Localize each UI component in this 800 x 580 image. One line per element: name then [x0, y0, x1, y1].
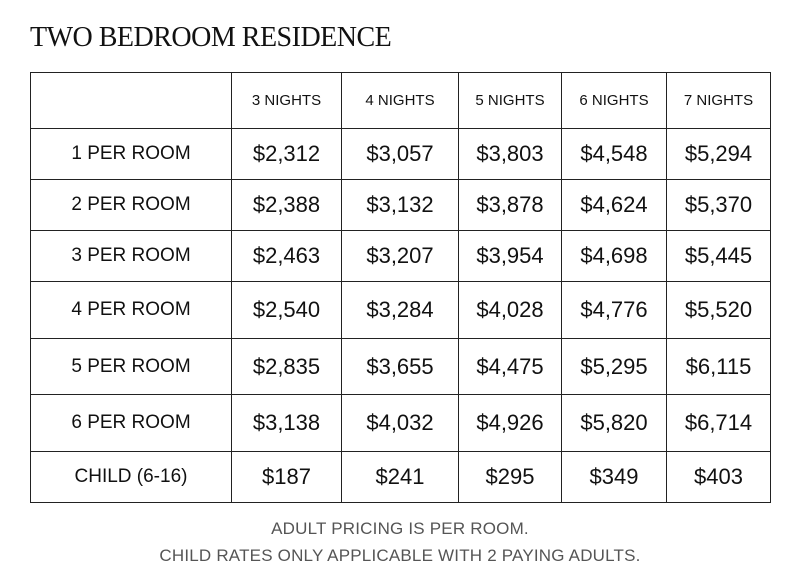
price-cell: $4,624 — [562, 180, 667, 231]
table-header-row — [31, 73, 771, 129]
price-cell: $6,115 — [667, 339, 771, 395]
footnote-adult-pricing: ADULT PRICING IS PER ROOM. — [271, 519, 529, 538]
price-cell: $3,655 — [342, 339, 459, 395]
row-label: 5 PER ROOM — [31, 339, 232, 395]
column-header: 3 NIGHTS — [232, 73, 342, 129]
table-row — [31, 282, 771, 339]
price-cell: $5,445 — [667, 231, 771, 282]
row-label: CHILD (6-16) — [31, 452, 232, 503]
table-row — [31, 395, 771, 452]
price-cell: $3,132 — [342, 180, 459, 231]
column-header: 7 NIGHTS — [667, 73, 771, 129]
pricing-table — [30, 72, 771, 503]
price-cell: $4,548 — [562, 129, 667, 180]
price-cell: $4,028 — [459, 282, 562, 339]
price-cell: $241 — [342, 452, 459, 503]
table-row — [31, 231, 771, 282]
price-cell: $295 — [459, 452, 562, 503]
price-cell: $3,207 — [342, 231, 459, 282]
table-row — [31, 339, 771, 395]
price-cell: $3,138 — [232, 395, 342, 452]
row-label: 3 PER ROOM — [31, 231, 232, 282]
column-header: 6 NIGHTS — [562, 73, 667, 129]
row-label: 2 PER ROOM — [31, 180, 232, 231]
row-label: 4 PER ROOM — [31, 282, 232, 339]
table-row — [31, 452, 771, 503]
price-cell: $5,370 — [667, 180, 771, 231]
price-cell: $4,926 — [459, 395, 562, 452]
price-cell: $4,032 — [342, 395, 459, 452]
price-cell: $3,878 — [459, 180, 562, 231]
price-cell: $2,463 — [232, 231, 342, 282]
row-label: 1 PER ROOM — [31, 129, 232, 180]
price-cell: $6,714 — [667, 395, 771, 452]
row-label: 6 PER ROOM — [31, 395, 232, 452]
price-cell: $5,295 — [562, 339, 667, 395]
price-cell: $5,520 — [667, 282, 771, 339]
price-cell: $2,835 — [232, 339, 342, 395]
price-cell: $2,388 — [232, 180, 342, 231]
price-cell: $349 — [562, 452, 667, 503]
price-cell: $3,803 — [459, 129, 562, 180]
price-cell: $2,312 — [232, 129, 342, 180]
price-cell: $2,540 — [232, 282, 342, 339]
price-cell: $4,776 — [562, 282, 667, 339]
price-cell: $4,475 — [459, 339, 562, 395]
price-cell: $3,954 — [459, 231, 562, 282]
price-cell: $187 — [232, 452, 342, 503]
table-row — [31, 129, 771, 180]
price-cell: $3,057 — [342, 129, 459, 180]
price-cell: $4,698 — [562, 231, 667, 282]
price-cell: $5,294 — [667, 129, 771, 180]
column-header: 4 NIGHTS — [342, 73, 459, 129]
price-cell: $3,284 — [342, 282, 459, 339]
column-header: 5 NIGHTS — [459, 73, 562, 129]
price-cell: $403 — [667, 452, 771, 503]
footnote-child-rates: CHILD RATES ONLY APPLICABLE WITH 2 PAYING ADULTS. — [159, 546, 641, 565]
page-title: TWO BEDROOM RESIDENCE — [30, 22, 392, 53]
corner-cell — [31, 73, 232, 129]
table-row — [31, 180, 771, 231]
price-cell: $5,820 — [562, 395, 667, 452]
